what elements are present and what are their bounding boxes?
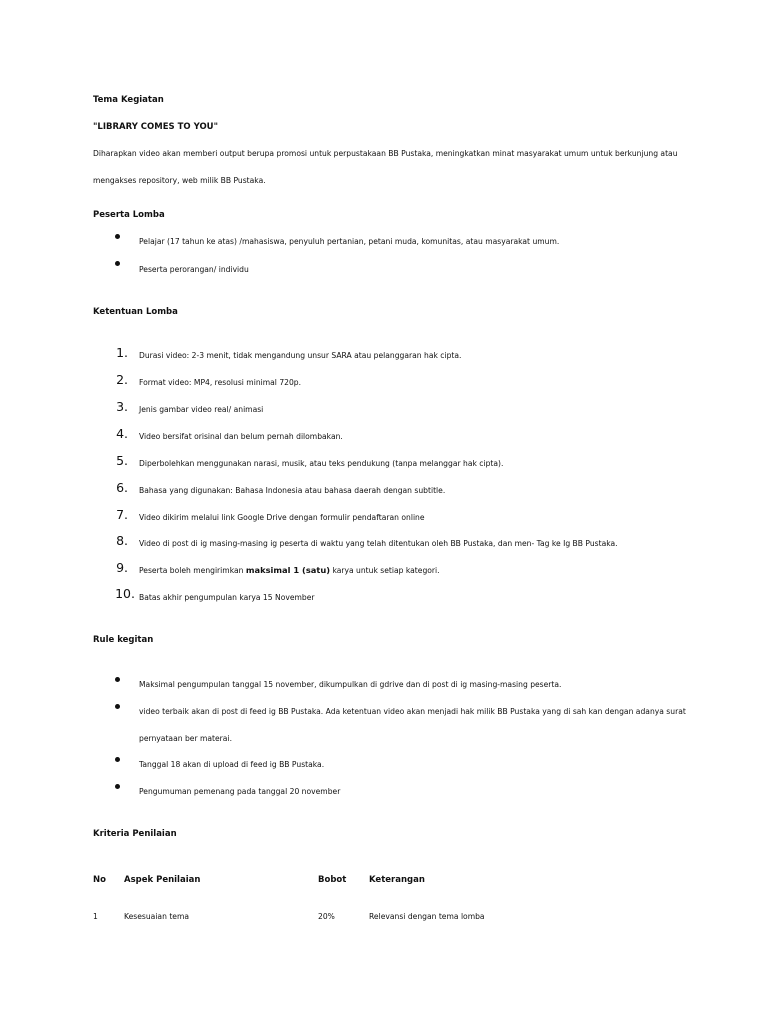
ketentuan-item-emphasis: maksimal 1 (satu) <box>245 565 331 575</box>
bullet-icon <box>115 234 120 239</box>
list-number: 8. <box>116 533 128 548</box>
theme-title: "LIBRARY COMES TO YOU" <box>93 122 219 132</box>
rule-item: Tanggal 18 akan di upload di feed ig BB Pustaka. <box>139 760 325 769</box>
table-header-aspek: Aspek Penilaian <box>124 875 201 885</box>
list-number: 5. <box>116 453 128 468</box>
rule-item: Pengumuman pemenang pada tanggal 20 november <box>139 787 341 796</box>
list-number: 10. <box>115 586 135 601</box>
peserta-item: Peserta perorangan/ individu <box>139 265 249 274</box>
table-cell-bobot: 20% <box>318 912 335 921</box>
ketentuan-item: Durasi video: 2-3 menit, tidak mengandung unsur SARA atau pelanggaran hak cipta. <box>139 351 462 360</box>
bullet-icon <box>115 261 120 266</box>
bullet-icon <box>115 757 120 762</box>
peserta-heading: Peserta Lomba <box>93 210 165 220</box>
table-header-keterangan: Keterangan <box>369 875 425 885</box>
kriteria-heading: Kriteria Penilaian <box>93 829 177 839</box>
bullet-icon <box>115 704 120 709</box>
ketentuan-item: Bahasa yang digunakan: Bahasa Indonesia atau bahasa daerah dengan subtitle. <box>139 486 446 495</box>
list-number: 9. <box>116 560 128 575</box>
list-number: 1. <box>116 345 128 360</box>
ketentuan-item: Format video: MP4, resolusi minimal 720p. <box>139 378 302 387</box>
intro-line-1: Diharapkan video akan memberi output berupa promosi untuk perpustakaan BB Pustaka, meningkatkan minat masyarakat umum untuk berkunjung atau <box>93 149 678 158</box>
list-number: 6. <box>116 480 128 495</box>
rule-item: video terbaik akan di post di feed ig BB Pustaka. Ada ketentuan video akan menjadi hak milik BB Pustaka yang di sah kan dengan adanya surat <box>139 707 686 716</box>
table-header-no: No <box>93 875 106 885</box>
ketentuan-item: Diperbolehkan menggunakan narasi, musik, atau teks pendukung (tanpa melanggar hak cipta). <box>139 459 504 468</box>
theme-heading: Tema Kegiatan <box>93 95 164 105</box>
bullet-icon <box>115 677 120 682</box>
list-number: 7. <box>116 507 128 522</box>
table-cell-keterangan: Relevansi dengan tema lomba <box>369 912 485 921</box>
table-cell-aspek: Kesesuaian tema <box>124 912 190 921</box>
table-header-bobot: Bobot <box>318 875 347 885</box>
bullet-icon <box>115 784 120 789</box>
peserta-item: Pelajar (17 tahun ke atas) /mahasiswa, penyuluh pertanian, petani muda, komunitas, atau masyarakat umum. <box>139 237 560 246</box>
list-number: 3. <box>116 399 128 414</box>
ketentuan-item <box>139 565 440 575</box>
ketentuan-item: Video di post di ig masing-masing ig peserta di waktu yang telah ditentukan oleh BB Pustaka, dan men- Tag ke Ig BB Pustaka. <box>139 539 618 548</box>
table-cell-no: 1 <box>93 912 98 921</box>
ketentuan-item: Jenis gambar video real/ animasi <box>139 405 264 414</box>
rule-item: Maksimal pengumpulan tanggal 15 november, dikumpulkan di gdrive dan di post di ig masing-masing peserta. <box>139 680 562 689</box>
ketentuan-heading: Ketentuan Lomba <box>93 307 178 317</box>
list-number: 4. <box>116 426 128 441</box>
list-number: 2. <box>116 372 128 387</box>
ketentuan-item: Batas akhir pengumpulan karya 15 November <box>139 593 315 602</box>
ketentuan-item-post: karya untuk setiap kategori. <box>330 566 440 575</box>
intro-line-2: mengakses repository, web milik BB Pustaka. <box>93 176 266 185</box>
rule-heading: Rule kegitan <box>93 635 154 645</box>
ketentuan-item-pre: Peserta boleh mengirimkan <box>139 566 246 575</box>
rule-item-continued: pernyataan ber materai. <box>139 734 232 743</box>
ketentuan-item: Video dikirim melalui link Google Drive dengan formulir pendaftaran online <box>139 513 425 522</box>
ketentuan-item: Video bersifat orisinal dan belum pernah dilombakan. <box>139 432 343 441</box>
